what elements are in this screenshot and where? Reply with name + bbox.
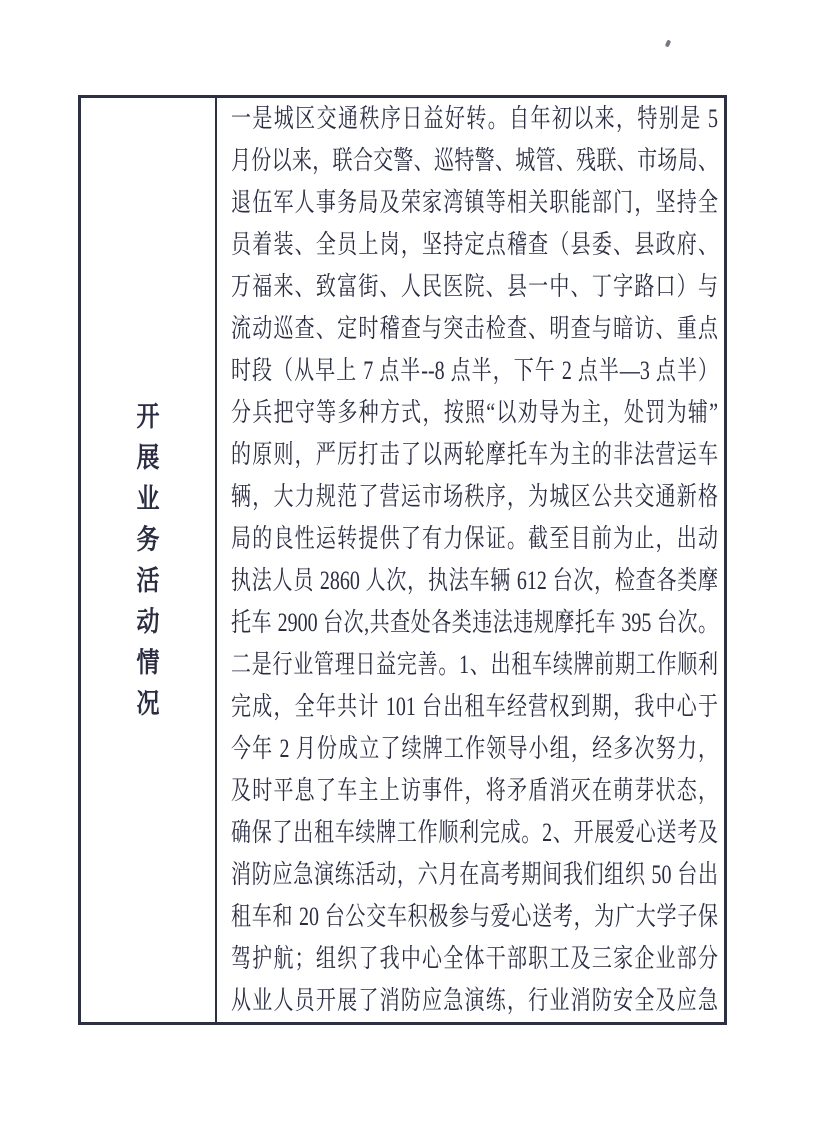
- text-line: 的原则，严厉打击了以两轮摩托车为主的非法营运车: [231, 440, 718, 470]
- text-line: 驾护航；组织了我中心全体干部职工及三家企业部分: [231, 944, 718, 974]
- text-line: 完成，全年共计 101 台出租车经营权到期，我中心于: [231, 692, 718, 722]
- scan-artifact-speck: [665, 39, 672, 47]
- text-line: 月份以来，联合交警、巡特警、城管、残联、市场局、: [231, 146, 718, 176]
- text-line: 今年 2 月份成立了续牌工作领导小组，经多次努力，: [231, 734, 718, 764]
- text-line: 退伍军人事务局及荣家湾镇等相关职能部门，坚持全: [231, 188, 718, 218]
- title-char: 业: [136, 483, 160, 514]
- report-text-cell: [217, 98, 724, 1022]
- text-line: 一是城区交通秩序日益好转。自年初以来，特别是 5: [231, 104, 718, 134]
- text-line: 执法人员 2860 人次，执法车辆 612 台次，检查各类摩: [231, 566, 718, 596]
- title-char: 开: [136, 401, 160, 432]
- row-header-title: [137, 396, 160, 724]
- text-line: 员着装、全员上岗，坚持定点稽查（县委、县政府、: [231, 230, 718, 260]
- text-line: 从业人员开展了消防应急演练，行业消防安全及应急: [231, 986, 718, 1016]
- text-line: 万福来、致富街、人民医院、县一中、丁字路口）与: [231, 272, 718, 302]
- row-header-cell: [81, 98, 217, 1022]
- text-line: 局的良性运转提供了有力保证。截至目前为止，出动: [231, 524, 718, 554]
- title-char: 务: [136, 524, 160, 555]
- text-line: 流动巡查、定时稽查与突击检查、明查与暗访、重点: [231, 314, 718, 344]
- text-line: 租车和 20 台公交车积极参与爱心送考，为广大学子保: [231, 902, 718, 932]
- text-line: 分兵把守等多种方式，按照“以劝导为主，处罚为辅”: [231, 398, 718, 428]
- text-line: 消防应急演练活动，六月在高考期间我们组织 50 台出: [231, 860, 718, 890]
- text-line: 二是行业管理日益完善。1、出租车续牌前期工作顺利: [231, 650, 718, 680]
- text-line: 托车 2900 台次,共查处各类违法违规摩托车 395 台次。: [231, 608, 718, 638]
- title-char: 活: [136, 565, 160, 596]
- report-paragraph: [231, 98, 718, 1022]
- text-line: 时段（从早上 7 点半--8 点半，下午 2 点半—3 点半）: [231, 356, 718, 386]
- title-char: 情: [136, 647, 160, 678]
- text-line: 确保了出租车续牌工作顺利完成。2、开展爱心送考及: [231, 818, 718, 848]
- title-char: 展: [136, 442, 160, 473]
- title-char: 况: [136, 688, 160, 719]
- activities-report-table: [78, 95, 727, 1025]
- text-line: 辆，大力规范了营运市场秩序，为城区公共交通新格: [231, 482, 718, 512]
- title-char: 动: [136, 606, 160, 637]
- text-line: 及时平息了车主上访事件，将矛盾消灭在萌芽状态，: [231, 776, 718, 806]
